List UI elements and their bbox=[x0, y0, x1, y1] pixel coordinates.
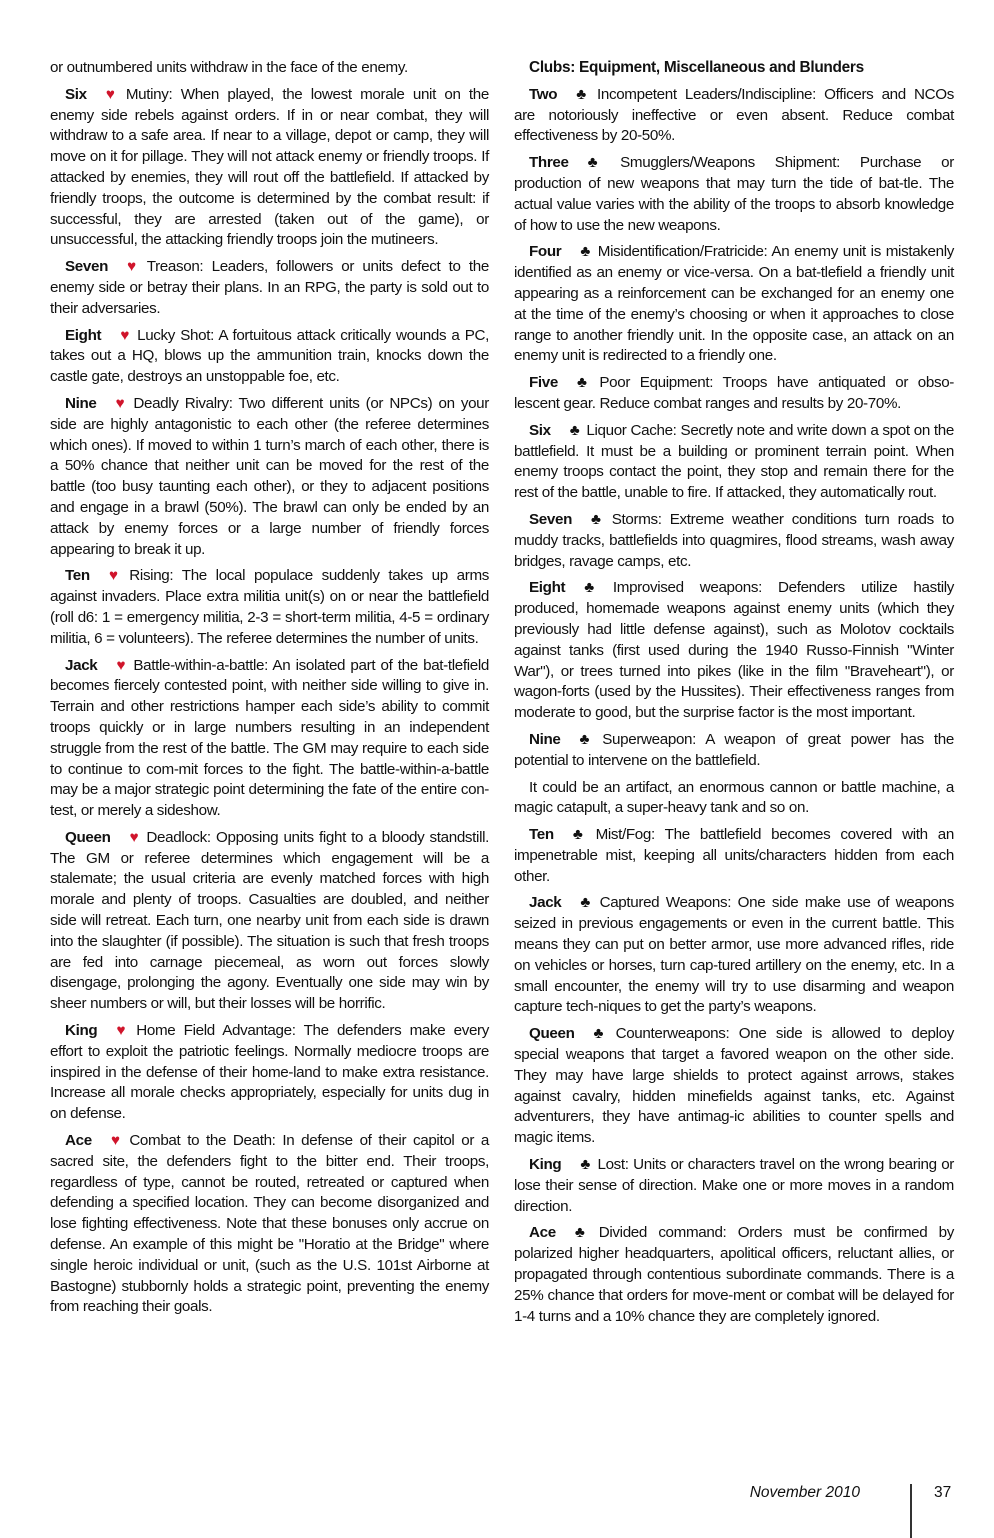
card-rank: Nine bbox=[65, 394, 97, 412]
heart-icon: ♥ bbox=[116, 656, 126, 674]
club-icon: ♣ bbox=[569, 421, 580, 439]
card-rank: Queen bbox=[65, 828, 111, 846]
card-description: Mutiny: When played, the lowest morale unit on the enemy side rebels against orders. If in or near combat, they will withdraw to a safe area. If near to a village, depot or camp, they will move on it for pillage. They will not attack enemy or friendly troops. If attacked by enemies, they will rout off the battlefield. If attacked by friendly troops, the outcome is determined by the combat result: if successful, they are arrested (taken out of the game), or unsuccessful, the attacking friendly troops join the mutineers. bbox=[50, 85, 489, 249]
card-rank: Four bbox=[529, 243, 562, 261]
page-footer bbox=[700, 1484, 960, 1538]
heart-icon: ♥ bbox=[115, 394, 125, 412]
heart-icon: ♥ bbox=[120, 326, 129, 344]
card-rank: Seven bbox=[529, 510, 572, 528]
card-entry-king-clubs bbox=[514, 1155, 954, 1217]
card-rank: Two bbox=[529, 85, 558, 103]
card-rank: Ace bbox=[529, 1224, 556, 1242]
card-entry-king-hearts bbox=[50, 1021, 489, 1125]
heart-icon: ♥ bbox=[129, 828, 139, 846]
heart-icon: ♥ bbox=[108, 567, 118, 585]
card-rank: King bbox=[529, 1156, 562, 1174]
card-rank: Eight bbox=[529, 579, 566, 597]
card-entry-six-hearts bbox=[50, 85, 489, 251]
card-entry-five-clubs bbox=[514, 373, 954, 415]
card-description: Lucky Shot: A fortuitous attack critically wounds a PC, takes out a HQ, blows up the ammunition train, knocks down the castle gate, destroys an unstoppable foe, etc. bbox=[50, 326, 490, 386]
card-rank: Six bbox=[529, 421, 551, 439]
card-description: Counterweapons: One side is allowed to deploy special weapons that target a favored weapon on the other side. They may have large shields to protect against arrows, stakes against cavalry, hidden minefields against tanks, etc. Against adventurers, they have antimag-ic abilities to counter spells and magic items. bbox=[514, 1025, 954, 1147]
card-rank: Jack bbox=[65, 656, 98, 674]
card-description: Smugglers/Weapons Shipment: Purchase or production of new weapons that may turn the tide of bat-tle. The actual value varies with the ability of the troops to absorb knowledge of how to use the new weapons. bbox=[514, 154, 954, 234]
heart-icon: ♥ bbox=[110, 1132, 120, 1150]
card-entry-ace-hearts bbox=[50, 1131, 489, 1318]
card-rank: King bbox=[65, 1022, 98, 1040]
card-entry-six-clubs bbox=[514, 421, 954, 504]
right-column bbox=[514, 58, 954, 1333]
card-rank: Queen bbox=[529, 1025, 575, 1043]
card-entry-nine-hearts bbox=[50, 394, 489, 560]
card-entry-ten-clubs bbox=[514, 825, 954, 887]
card-rank: Nine bbox=[529, 730, 561, 748]
card-description: Lost: Units or characters travel on the wrong bearing or lose their sense of direction. Make one or more moves in a random direction. bbox=[514, 1156, 954, 1215]
page-number: 37 bbox=[934, 1484, 952, 1501]
club-icon: ♣ bbox=[572, 826, 583, 844]
card-description: Misidentification/Fratricide: An enemy unit is mistakenly identified as an enemy or vice-versa. On a bat-tlefield a friendly unit appearing as a reinforcement can be exchanged for an enemy one at the time of the enemy’s choosing or when it approaches to close range to another friendly unit. In the opposite case, an attack on an enemy unit is redirected to a friendly one. bbox=[514, 243, 954, 365]
card-entry-four-clubs bbox=[514, 242, 954, 367]
club-icon: ♣ bbox=[584, 579, 594, 597]
card-entry-eight-clubs bbox=[514, 578, 954, 724]
card-rank: Seven bbox=[65, 258, 108, 276]
card-description: Storms: Extreme weather conditions turn roads to muddy tracks, battlefields into quagmires, flood streams, wash away bridges, ravage camps, etc. bbox=[514, 510, 954, 570]
issue-date: November 2010 bbox=[749, 1484, 860, 1501]
card-rank: Eight bbox=[65, 326, 102, 344]
card-entry-jack-hearts bbox=[50, 656, 489, 822]
card-entry-seven-hearts bbox=[50, 257, 489, 319]
card-rank: Five bbox=[529, 374, 558, 392]
paragraph: It could be an artifact, an enormous cannon or battle machine, a magic catapult, a super-heavy tank and so on. bbox=[514, 778, 954, 817]
club-icon: ♣ bbox=[574, 1224, 585, 1242]
card-entry-nine-clubs bbox=[514, 730, 954, 772]
card-description: Liquor Cache: Secretly note and write down a spot on the battlefield. It must be a building or prominent terrain point. When enemy troops contact the point, they stop and remain there for the rest of the battle, unable to fire. If attacked, they automatically rout. bbox=[514, 421, 954, 502]
card-description: Improvised weapons: Defenders utilize hastily produced, homemade weapons against enemy units (which they previously had little defense against), such as Molotov cocktails against tanks (first used during the 1940 Russo-Finnish "Winter War"), or trees turned into pikes (like in the film "Braveheart"), or wagon-forts (used by the Hussites). Their effectiveness ranges from moderate to good, but the surprise factor is the most important. bbox=[514, 579, 954, 722]
club-icon: ♣ bbox=[587, 154, 598, 172]
card-description: Combat to the Death: In defense of their capitol or a sacred site, the defenders fight to the bitter end. Their troops, regardless of type, cannot be routed, retreated or captured when defending a specified location. They can become disorganized and lose fighting effectiveness. Note that these bonuses only accrue on defense. An example of this might be "Horatio at the Bridge" where single heroic individual or unit, (such as the U.S. 101st Airborne at Bastogne) stubbornly holds a strategic point, preventing the enemy from reaching their goals. bbox=[50, 1132, 489, 1316]
card-rank: Six bbox=[65, 85, 87, 103]
card-description: Deadlock: Opposing units fight to a bloody standstill. The GM or referee determines which engagement will be a stalemate; the usual criteria are evenly matched forces with high morale and plenty of troops. Casualties are doubled, and neither side will retreat. Each turn, one nearby unit from each side is drawn into the slaughter (if possible). The situation is such that fresh troops are fed into carnage piecemeal, as worn out forces slowly disengage, prolonging the agony. Eventually one side may win by sheer numbers or will, but their losses will be horrific. bbox=[50, 828, 489, 1013]
heart-icon: ♥ bbox=[105, 85, 115, 103]
card-description: Poor Equipment: Troops have antiquated or obso-lescent gear. Reduce combat ranges and results by 20-70%. bbox=[514, 374, 954, 412]
card-rank: Ten bbox=[65, 567, 90, 585]
paragraph: or outnumbered units withdraw in the face of the enemy. bbox=[50, 59, 408, 76]
card-description: Mist/Fog: The battlefield becomes covered with an impenetrable mist, keeping all units/characters hidden from each other. bbox=[514, 826, 954, 885]
card-rank: Ace bbox=[65, 1132, 92, 1150]
card-entry-three-clubs bbox=[514, 153, 954, 236]
section-heading-clubs: Clubs: Equipment, Miscellaneous and Blunders bbox=[529, 59, 864, 76]
heart-icon: ♥ bbox=[127, 258, 136, 276]
card-description: Superweapon: A weapon of great power has the potential to intervene on the battlefield. bbox=[514, 730, 954, 769]
card-description: Treason: Leaders, followers or units defect to the enemy side or betray their plans. In an RPG, the party is sold out to their adversaries. bbox=[50, 258, 489, 317]
card-rank: Ten bbox=[529, 826, 554, 844]
left-column bbox=[50, 58, 489, 1324]
card-description: Captured Weapons: One side make use of weapons seized in previous engagements or even in the current battle. This means they can put on better armor, use more advanced rifles, ride on vehicles or horses, turn cap-tured artillery on the enemy, etc. In a small encounter, the enemy will try to use disarming and weapon capture tech-niques to get the party’s weapons. bbox=[514, 894, 954, 1016]
card-entry-two-clubs bbox=[514, 85, 954, 147]
club-icon: ♣ bbox=[591, 510, 601, 528]
card-description: Incompetent Leaders/Indiscipline: Officers and NCOs are notoriously ineffective or even absent. Reduce combat effectiveness by 20-50%. bbox=[514, 85, 954, 145]
club-icon: ♣ bbox=[580, 1156, 590, 1174]
club-icon: ♣ bbox=[580, 243, 590, 261]
card-entry-queen-clubs bbox=[514, 1024, 954, 1149]
card-entry-ten-hearts bbox=[50, 566, 489, 649]
club-icon: ♣ bbox=[576, 85, 586, 103]
heart-icon: ♥ bbox=[116, 1022, 126, 1040]
card-entry-ace-clubs bbox=[514, 1223, 954, 1327]
card-description: Deadly Rivalry: Two different units (or NPCs) on your side are highly antagonistic to each other (the referee determines which ones). If moved to within 1 turn’s march of each other, there is a 50% chance that neither unit can be moved for the rest of the battle (too busy taunting each other), or they to adjacent positions and engage in a brawl (50%). The brawl can only be ended by an attack by enemy forces or a large number of friendly forces appearing to break it up. bbox=[50, 394, 489, 558]
card-description: Home Field Advantage: The defenders make every effort to exploit the patriotic feelings. Normally mediocre troops are inspired in the defense of their home-land to make extra resistance. Increase all morale checks appropriately, especially for units dug in on defense. bbox=[50, 1022, 489, 1123]
card-rank: Three bbox=[529, 154, 569, 172]
card-description: Rising: The local populace suddenly takes up arms against invaders. Place extra militia unit(s) on or near the battlefield (roll d6: 1 = emergency militia, 2-3 = short-term militia, 4-5 = ordinary militia, 6 = volunteers). The referee determines the number of units. bbox=[50, 567, 490, 647]
footer-divider bbox=[910, 1484, 912, 1538]
card-entry-queen-hearts bbox=[50, 828, 489, 1015]
club-icon: ♣ bbox=[577, 374, 587, 392]
card-description: Divided command: Orders must be confirmed by polarized higher headquarters, apolitical officers, reluctant allies, or propagated through contentious subordinate commands. There is a 25% chance that orders for move-ment or combat will be delayed for 1-4 turns and a 10% chance they are completely ignored. bbox=[514, 1224, 954, 1325]
card-description: Battle-within-a-battle: An isolated part of the bat-tlefield becomes fiercely contested point, with neither side willing to give in. Terrain and other restrictions hamper each side’s ability to commit troops quickly or in large numbers resulting in an independent struggle from the rest of the battle. The GM may require to each side to continue to com-mit forces to the fight. The battle-within-a-battle may be a major strategic point determining the fate of the entire con-test, or merely a sideshow. bbox=[50, 656, 489, 820]
club-icon: ♣ bbox=[579, 730, 590, 748]
club-icon: ♣ bbox=[593, 1025, 604, 1043]
card-entry-eight-hearts bbox=[50, 326, 489, 388]
card-rank: Jack bbox=[529, 894, 562, 912]
card-entry-jack-clubs bbox=[514, 893, 954, 1018]
club-icon: ♣ bbox=[580, 894, 591, 912]
card-entry-seven-clubs bbox=[514, 510, 954, 572]
